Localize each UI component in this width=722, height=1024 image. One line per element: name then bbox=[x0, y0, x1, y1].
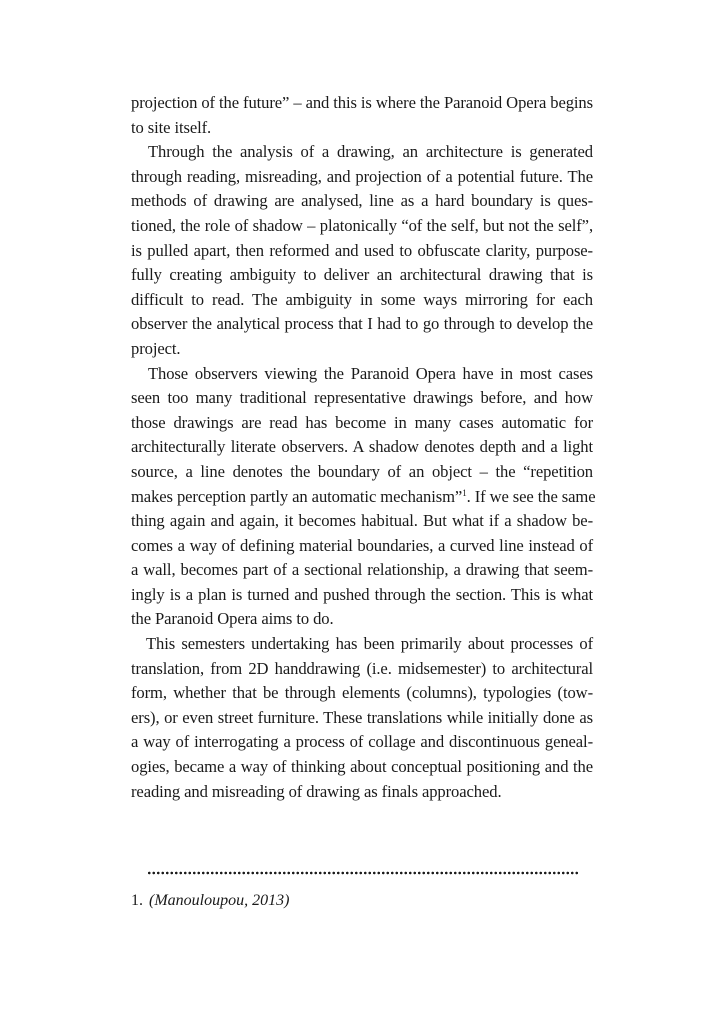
text-line: a wall, becomes part of a sectional relationship, a drawing that seem- bbox=[131, 560, 593, 580]
footnote-item bbox=[131, 890, 289, 912]
text-segment: . If we see the same bbox=[466, 486, 596, 506]
text-line: Through the analysis of a drawing, an architecture is generated bbox=[148, 142, 593, 162]
text-line: form, whether that be through elements (columns), typologies (tow- bbox=[131, 683, 593, 703]
text-line: a way of interrogating a process of collage and discontinuous geneal- bbox=[131, 732, 593, 752]
text-line: seen too many traditional representative drawings before, and how bbox=[131, 388, 593, 408]
text-line: those drawings are read has become in many cases automatic for bbox=[131, 412, 593, 432]
text-line: reading and misreading of drawing as finals approached. bbox=[131, 781, 502, 801]
text-line: comes a way of defining material boundaries, a curved line instead of bbox=[131, 535, 593, 555]
paragraph-drawing-analysis bbox=[131, 140, 593, 361]
text-line: project. bbox=[131, 338, 181, 358]
footnote-citation: (Manouloupou, 2013) bbox=[149, 892, 290, 909]
text-line: is pulled apart, then reformed and used to obfuscate clarity, purpose- bbox=[131, 240, 593, 260]
text-line: methods of drawing are analysed, line as a hard boundary is ques- bbox=[131, 191, 593, 211]
text-line: source, a line denotes the boundary of an object – the “repetition bbox=[131, 461, 593, 481]
text-line: Those observers viewing the Paranoid Opera have in most cases bbox=[148, 363, 593, 383]
paragraph-continuation bbox=[131, 91, 593, 140]
text-line: fully creating ambiguity to deliver an architectural drawing that is bbox=[131, 265, 593, 285]
text-line: ers), or even street furniture. These translations while initially done as bbox=[131, 707, 593, 727]
body-text bbox=[131, 91, 596, 804]
text-line: the Paranoid Opera aims to do. bbox=[131, 609, 334, 629]
footnote-number: 1. bbox=[131, 892, 143, 909]
text-line: difficult to read. The ambiguity in some ways mirroring for each bbox=[131, 289, 593, 309]
paragraph-semester-undertaking bbox=[131, 632, 593, 804]
text-line: ingly is a plan is turned and pushed through the section. This is what bbox=[131, 584, 593, 604]
text-line: This semesters undertaking has been primarily about processes of bbox=[146, 634, 593, 654]
text-line: ogies, became a way of thinking about conceptual positioning and the bbox=[131, 757, 593, 777]
text-segment: makes perception partly an automatic mechanism” bbox=[131, 486, 463, 506]
text-line: projection of the future” – and this is where the Paranoid Opera begins bbox=[131, 93, 593, 112]
text-line: thing again and again, it becomes habitual. But what if a shadow be- bbox=[131, 511, 593, 531]
text-line: observer the analytical process that I had to go through to develop the bbox=[131, 314, 593, 334]
footnote-reference[interactable]: 1 bbox=[462, 487, 467, 498]
footnote-divider bbox=[147, 871, 579, 875]
text-line: to site itself. bbox=[131, 117, 212, 137]
text-line: architecturally literate observers. A shadow denotes depth and a light bbox=[131, 437, 593, 457]
paragraph-observers bbox=[131, 362, 596, 633]
text-line: through reading, misreading, and projection of a potential future. The bbox=[131, 166, 593, 186]
text-line: translation, from 2D handdrawing (i.e. midsemester) to architectural bbox=[131, 658, 593, 678]
text-line: tioned, the role of shadow – platonically “of the self, but not the self”, bbox=[131, 215, 593, 235]
text-line-with-footnote bbox=[131, 485, 596, 510]
